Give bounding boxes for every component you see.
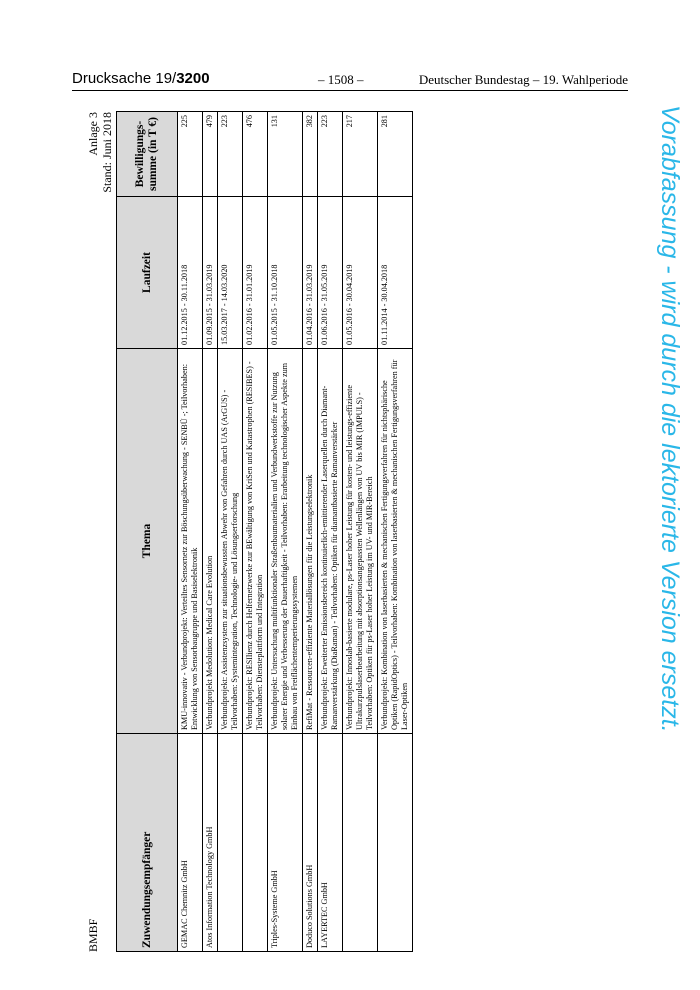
topic-cell: Verbundprojekt: Assistenzsystem zur situationsbewussten Abwehr von Gefahren durch UAS (ArGUS) - Teilvorhaben: Systemintegration, Technologie- und Lösungserforschung bbox=[218, 349, 243, 734]
amount-cell: 223 bbox=[218, 112, 243, 197]
rotated-page-content bbox=[86, 112, 626, 952]
document-number bbox=[72, 70, 210, 87]
institution: Deutscher Bundestag – 19. Wahlperiode bbox=[418, 72, 628, 87]
column-header-period: Laufzeit bbox=[117, 197, 178, 349]
topic-cell: Verbundprojekt: Untersuchung multifunktionaler Straßenbaumaterialien und Verbundwerkstoffe zur Nutzung solarer Energie und Verbesserung der Dauerhaftigkeit - Teilvorhaben: Erarbeitung technologischer Aspekte zum Einbau von Freiflächentemperierungssystemen bbox=[268, 349, 303, 734]
table-row bbox=[218, 112, 243, 952]
period-cell: 01.05.2015 - 31.10.2018 bbox=[268, 197, 303, 349]
grants-table bbox=[116, 111, 413, 952]
table-row bbox=[303, 112, 318, 952]
period-cell: 01.02.2016 - 31.01.2019 bbox=[243, 197, 268, 349]
page-number: – 1508 – bbox=[318, 72, 364, 87]
period-cell: 01.11.2014 - 30.04.2018 bbox=[378, 197, 413, 349]
table-row bbox=[318, 112, 343, 952]
amount-cell: 131 bbox=[268, 112, 303, 197]
table-row bbox=[243, 112, 268, 952]
table-row bbox=[178, 112, 203, 952]
recipient-cell: Triples-Systeme GmbH bbox=[268, 734, 303, 952]
amount-cell: 476 bbox=[243, 112, 268, 197]
topic-cell: Verbundprojekt: Innoslab-basierte modulare, ps-Laser hoher Leistung für kosten- und leistungs-effiziente Ultrakurzpulslaserbearbeitung mit absorptionsangepassten Wellenlängen von UV bis MIR (IMPULS) - Teilvorhaben: Optiken für ps-Laser hoher Leistung im UV- und MIR-Bereich bbox=[343, 349, 378, 734]
column-header-topic: Thema bbox=[117, 349, 178, 734]
annex-label: Anlage 3 bbox=[86, 112, 100, 156]
amount-cell: 479 bbox=[203, 112, 218, 197]
recipient-cell bbox=[378, 734, 413, 952]
header-divider bbox=[72, 90, 628, 91]
period-cell: 01.05.2016 - 30.04.2019 bbox=[343, 197, 378, 349]
amount-cell: 217 bbox=[343, 112, 378, 197]
recipient-cell: Doduco Solutions GmbH bbox=[303, 734, 318, 952]
recipient-cell: LAYERTEC GmbH bbox=[318, 734, 343, 952]
recipient-cell bbox=[243, 734, 268, 952]
topic-cell: Verbundprojekt Medolution: Medical Care Evolution bbox=[203, 349, 218, 734]
column-header-recipient: Zuwendungsempfänger bbox=[117, 734, 178, 952]
draft-watermark: Vorabfassung - wird durch die lektorierte Version ersetzt. bbox=[656, 105, 684, 733]
amount-cell: 382 bbox=[303, 112, 318, 197]
ministry-label: BMBF bbox=[86, 918, 100, 952]
recipient-cell bbox=[218, 734, 243, 952]
period-cell: 01.12.2015 - 30.11.2018 bbox=[178, 197, 203, 349]
topic-cell: Verbundprojekt: RESIlienz durch Helfernetzwerke zur BEwältigung von KriSen und Katastrophen (RESIBES) - Teilvorhaben: Diensteplattform und Integration bbox=[243, 349, 268, 734]
period-cell: 01.09.2015 - 31.03.2019 bbox=[203, 197, 218, 349]
amount-cell: 223 bbox=[318, 112, 343, 197]
topic-cell: RefiMat - Ressourcen-effiziente Materiallösungen für die Leistungselektronik bbox=[303, 349, 318, 734]
table-row bbox=[203, 112, 218, 952]
table-row bbox=[268, 112, 303, 952]
period-cell: 15.03.2017 - 14.03.2020 bbox=[218, 197, 243, 349]
topic-cell: Verbundprojekt: Kombination von laserbasierten & mechanischen Fertigungsverfahren für nichtsphärische Optiken (RapidOptics) - Teilvorhaben: Kombination von laserbasierten & mechanischen Fertigungsverfahren für Laser-Optiken bbox=[378, 349, 413, 734]
annex-info bbox=[86, 112, 114, 193]
recipient-cell bbox=[343, 734, 378, 952]
status-date: Stand: Juni 2018 bbox=[100, 112, 114, 193]
document-number-value: 3200 bbox=[176, 70, 210, 87]
recipient-cell: Atos Information Technology GmbH bbox=[203, 734, 218, 952]
topic-cell: Verbundprojekt: Erweiterter Emissionsbereich kontinuierlich-emittierender Laserquellen durch Diamant-Ramanverstärkung (DiaRaman) - Teilvorhaben: Optiken für diamantbasierte Ramanverstärker bbox=[318, 349, 343, 734]
amount-cell: 281 bbox=[378, 112, 413, 197]
document-label: Drucksache 19/ bbox=[72, 70, 177, 87]
table-row bbox=[378, 112, 413, 952]
table-row bbox=[343, 112, 378, 952]
column-header-amount: Bewilligungs-summe (in T €) bbox=[117, 112, 178, 197]
amount-cell: 225 bbox=[178, 112, 203, 197]
table-header-row bbox=[117, 112, 178, 952]
period-cell: 01.04.2016 - 31.03.2019 bbox=[303, 197, 318, 349]
period-cell: 01.06.2016 - 31.05.2019 bbox=[318, 197, 343, 349]
recipient-cell: GEMAC Chemnitz GmbH bbox=[178, 734, 203, 952]
topic-cell: KMU-innovativ - Verbundprojekt: Verteiltes Sensornetz zur Böschungsüberwachung - SENBÜ -; Teilvorhaben: Entwicklung von Sensorbaugruppe und Basiselektronik bbox=[178, 349, 203, 734]
